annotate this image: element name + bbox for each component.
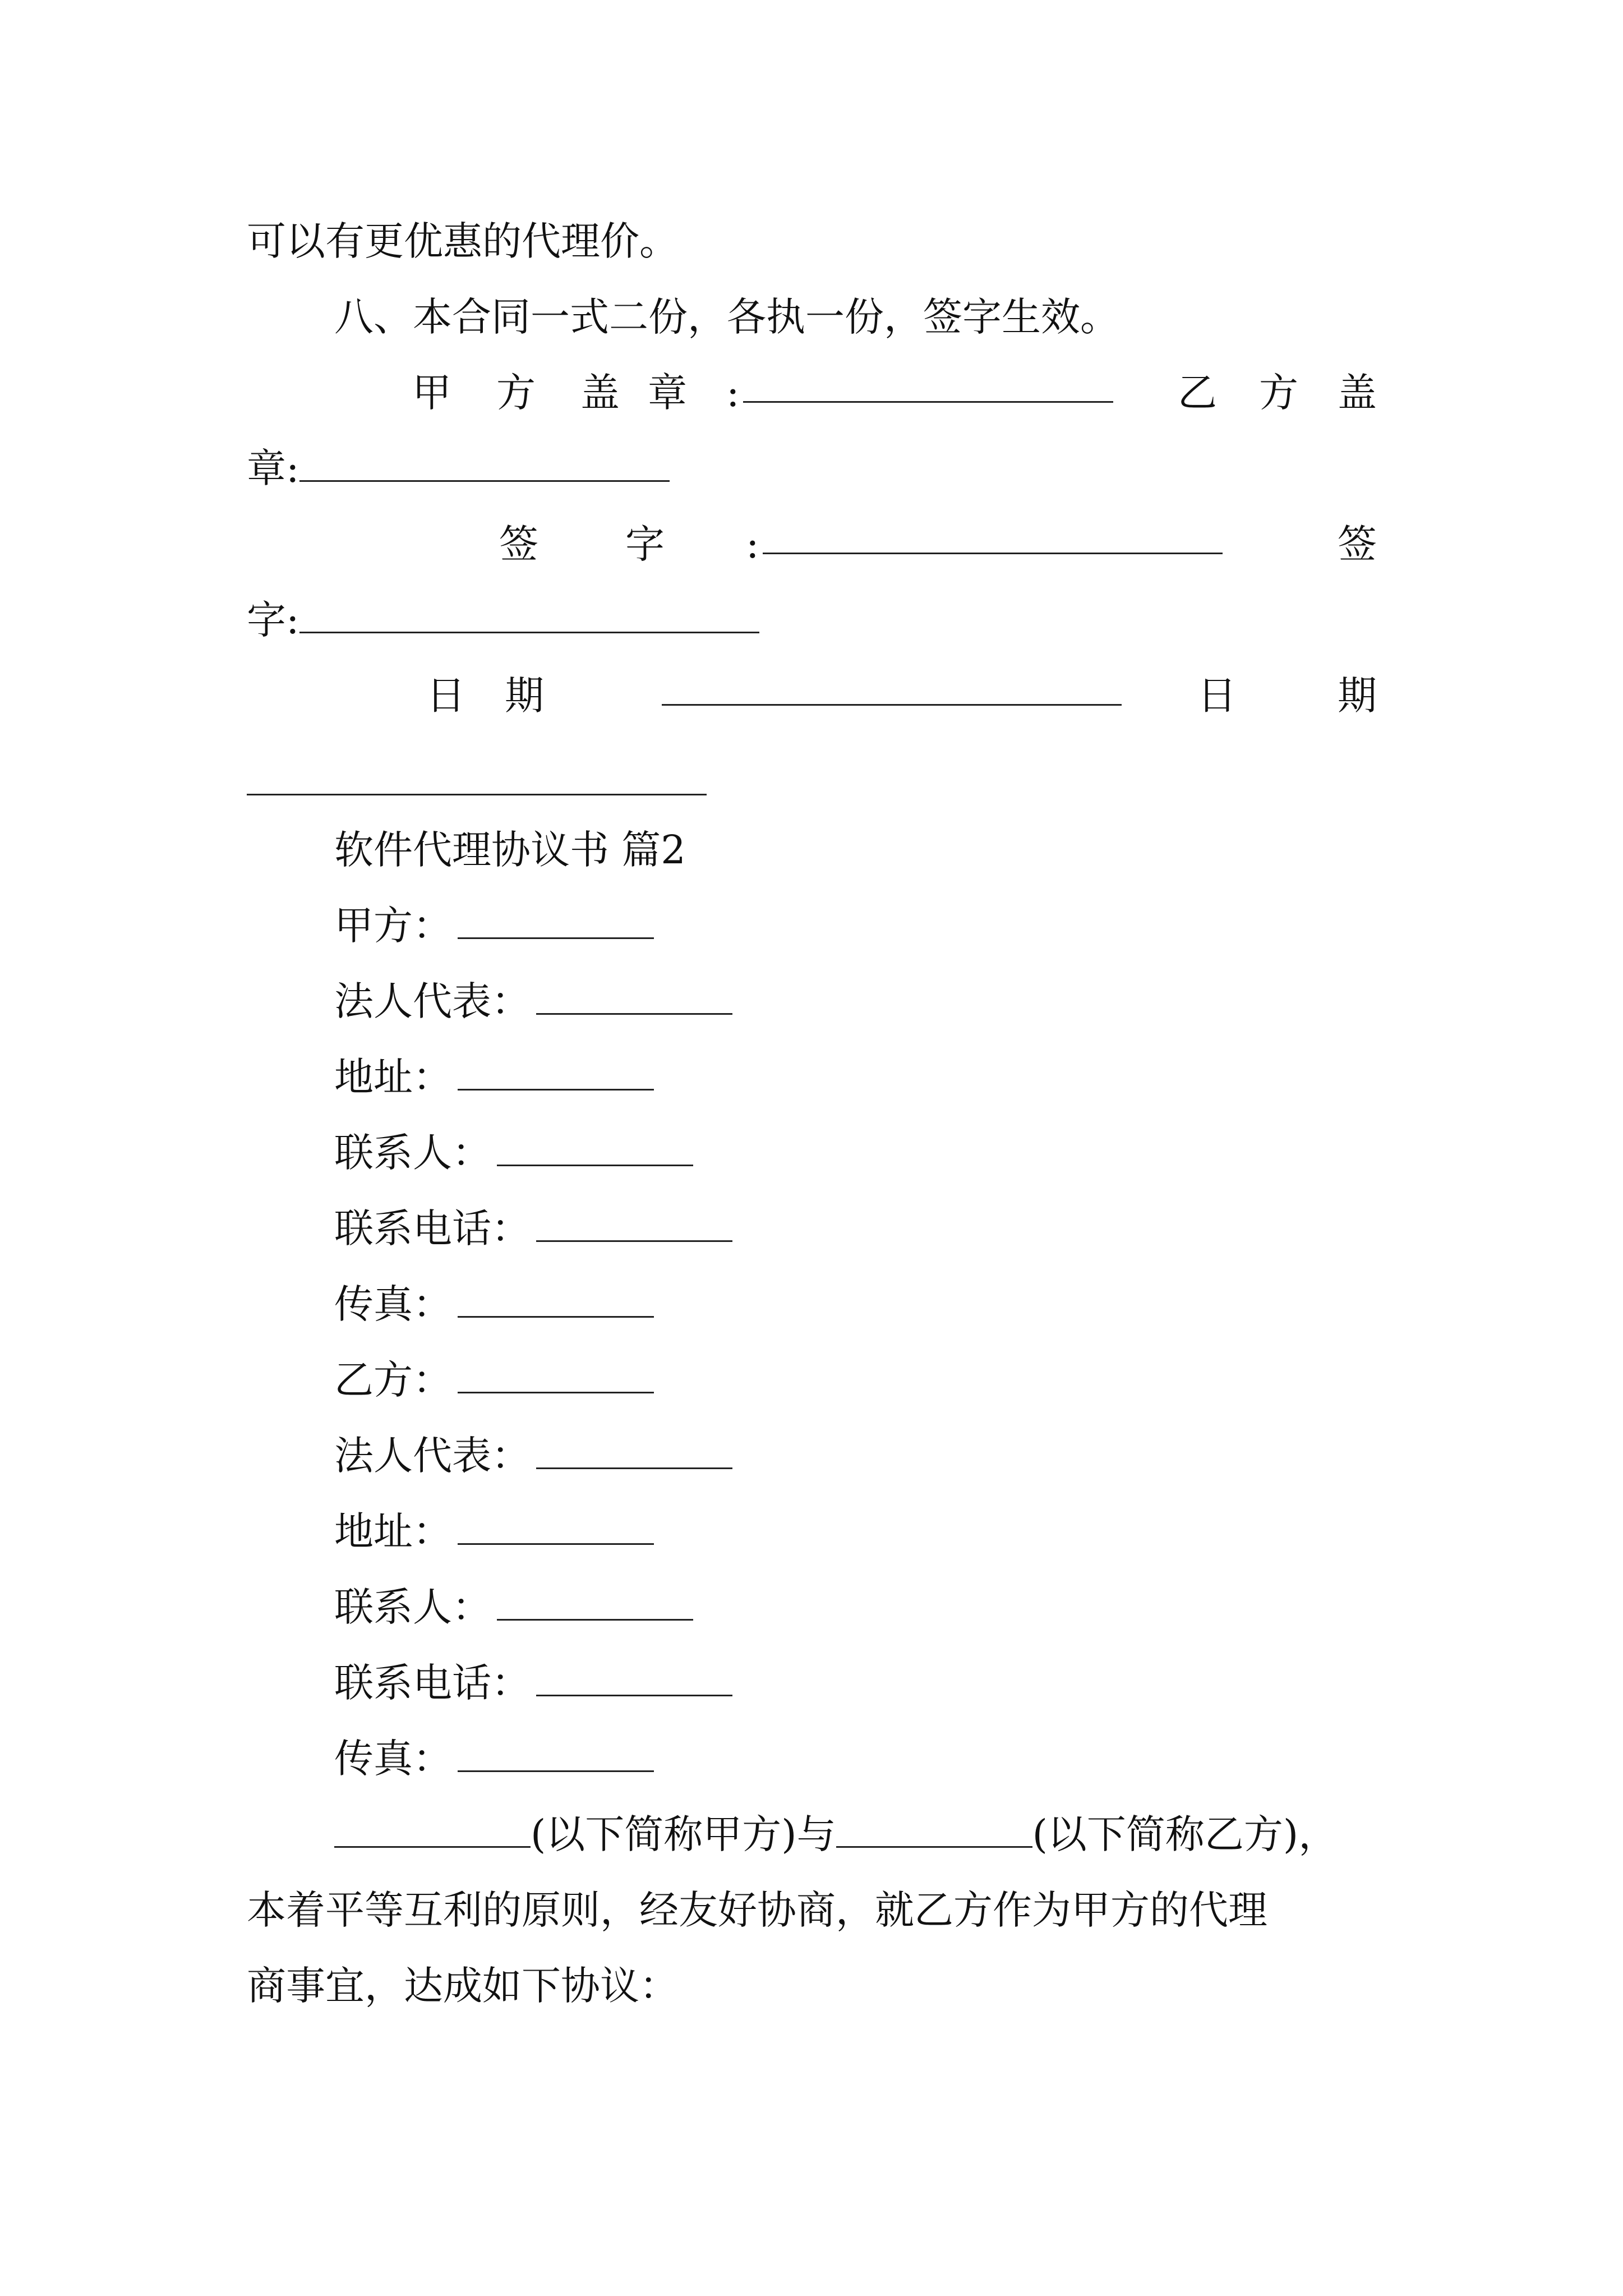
date-a-char-2: 期 bbox=[505, 673, 544, 719]
seal-b-char-1: 乙 bbox=[1178, 370, 1217, 416]
preamble-abbr-a: (以下简称甲方)与 bbox=[531, 1811, 836, 1857]
seal-b-tail: 章: bbox=[247, 445, 299, 491]
party-a-fax-label: 传真： bbox=[334, 1281, 452, 1327]
party-a-phone-label: 联系电话： bbox=[334, 1205, 531, 1251]
party-a-phone-field[interactable] bbox=[536, 1207, 732, 1242]
party-a-fax-row bbox=[334, 1279, 654, 1329]
seal-a-char-4: 章 bbox=[648, 370, 687, 416]
seal-a-char-1: 甲 bbox=[412, 370, 451, 416]
date-a-blank[interactable] bbox=[662, 670, 1122, 706]
sign-a-blank[interactable] bbox=[763, 519, 1223, 554]
party-a-rep-row bbox=[334, 976, 732, 1027]
preamble-abbr-b: (以下简称乙方)， bbox=[1032, 1811, 1338, 1857]
seal-a-char-3: 盖 bbox=[580, 370, 620, 416]
seal-a-colon: : bbox=[726, 370, 740, 416]
party-a-phone-row bbox=[334, 1203, 732, 1254]
party-a-contact-label: 联系人： bbox=[334, 1130, 491, 1176]
party-b-contact-label: 联系人： bbox=[334, 1584, 491, 1630]
seal-b-blank[interactable] bbox=[299, 447, 670, 482]
party-a-rep-field[interactable] bbox=[536, 979, 732, 1015]
party-a-address-label: 地址： bbox=[334, 1054, 452, 1100]
party-a-fax-field[interactable] bbox=[458, 1282, 654, 1318]
party-b-rep-label: 法人代表： bbox=[334, 1433, 531, 1479]
party-a-contact-row bbox=[334, 1128, 693, 1178]
date-b-char-2: 期 bbox=[1338, 673, 1377, 719]
sign-b-tail-line bbox=[247, 595, 759, 645]
preamble-party-b-blank[interactable] bbox=[836, 1812, 1032, 1848]
sign-a-colon: : bbox=[746, 521, 759, 567]
sign-b-blank[interactable] bbox=[299, 598, 759, 633]
party-b-contact-row bbox=[334, 1582, 693, 1632]
party-b-address-row bbox=[334, 1506, 654, 1557]
party-b-phone-field[interactable] bbox=[536, 1661, 732, 1696]
party-b-name-row bbox=[334, 1355, 654, 1405]
party-b-name-label: 乙方： bbox=[334, 1357, 452, 1403]
party-b-rep-row bbox=[334, 1430, 732, 1481]
party-a-name-field[interactable] bbox=[458, 904, 654, 939]
preamble-party-a-blank[interactable] bbox=[334, 1812, 531, 1848]
seal-b-char-2: 方 bbox=[1259, 370, 1298, 416]
date-b-blank[interactable] bbox=[247, 794, 707, 795]
party-b-fax-label: 传真： bbox=[334, 1736, 452, 1782]
sign-b-tail: 字: bbox=[247, 597, 299, 643]
party-a-address-field[interactable] bbox=[458, 1055, 654, 1091]
party-b-address-label: 地址： bbox=[334, 1508, 452, 1554]
party-b-contact-field[interactable] bbox=[497, 1585, 693, 1621]
party-a-name-row bbox=[334, 900, 654, 951]
party-b-address-field[interactable] bbox=[458, 1510, 654, 1545]
seal-a-blank[interactable] bbox=[743, 367, 1113, 403]
sign-a-char-1: 签 bbox=[499, 521, 538, 567]
date-b-char-1: 日 bbox=[1197, 673, 1237, 719]
seal-b-char-3: 盖 bbox=[1338, 370, 1377, 416]
seal-b-tail-line bbox=[247, 443, 670, 494]
party-b-fax-row bbox=[334, 1733, 654, 1784]
section-title: 软件代理协议书 篇2 bbox=[334, 827, 686, 873]
party-b-phone-label: 联系电话： bbox=[334, 1660, 531, 1706]
party-a-name-label: 甲方： bbox=[334, 903, 452, 949]
party-a-rep-label: 法人代表： bbox=[334, 978, 531, 1024]
sign-a-char-2: 字 bbox=[625, 521, 665, 567]
party-b-rep-field[interactable] bbox=[536, 1434, 732, 1469]
party-b-fax-field[interactable] bbox=[458, 1737, 654, 1772]
seal-a-char-2: 方 bbox=[496, 370, 536, 416]
party-a-contact-field[interactable] bbox=[497, 1131, 693, 1166]
preamble-line-1 bbox=[334, 1809, 1338, 1860]
party-b-phone-row bbox=[334, 1658, 732, 1708]
date-a-char-1: 日 bbox=[426, 673, 465, 719]
party-b-name-field[interactable] bbox=[458, 1358, 654, 1393]
party-a-address-row bbox=[334, 1052, 654, 1102]
paragraph-tail: 可以有更优惠的代理价。 bbox=[247, 218, 679, 264]
clause-8: 八、本合同一式二份，各执一份，签字生效。 bbox=[334, 294, 1119, 340]
preamble-line-3: 商事宜，达成如下协议： bbox=[247, 1963, 679, 2009]
preamble-line-2: 本着平等互利的原则，经友好协商，就乙方作为甲方的代理 bbox=[247, 1887, 1267, 1933]
sign-b-head: 签 bbox=[1338, 521, 1377, 567]
